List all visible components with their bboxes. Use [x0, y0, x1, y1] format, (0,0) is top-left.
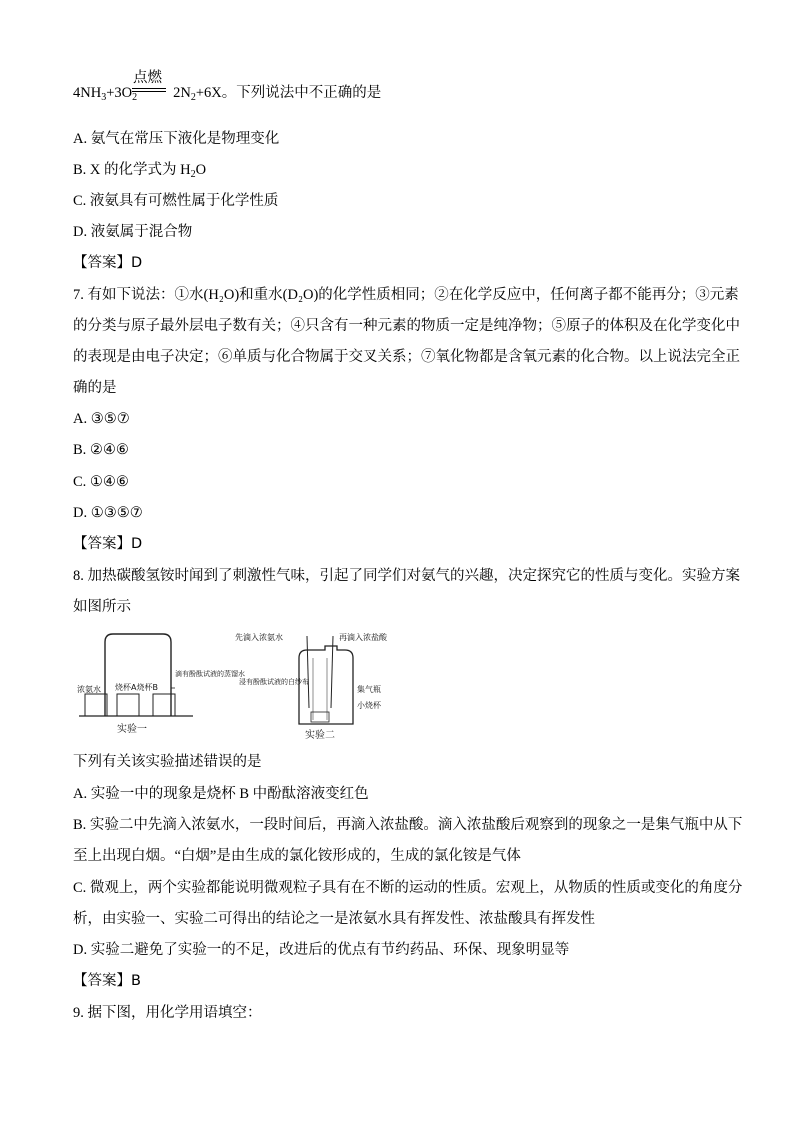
- q8-option-d: D. 实验二避免了实验一的不足，改进后的优点有节约药品、环保、现象明显等: [73, 942, 570, 958]
- label-small-beaker: 小烧杯: [357, 701, 381, 710]
- q8-option-c: C. 微观上，两个实验都能说明微观粒子具有在不断的运动的性质。宏观上，从物质的性质或变化的角度分: [73, 880, 743, 896]
- label-gas-bottle: 集气瓶: [357, 685, 381, 694]
- q8-stem-line: 如图所示: [73, 599, 131, 615]
- q7-option-a: A. ③⑤⑦: [73, 411, 130, 427]
- q7-option-b: B. ②④⑥: [73, 442, 129, 458]
- q8-stem-line: 8. 加热碳酸氢铵时闻到了刺激性气味，引起了同学们对氨气的兴趣，决定探究它的性质与变化。实验方案: [73, 568, 740, 584]
- q6-option-b: B. X 的化学式为 $H_2O$: [73, 162, 207, 180]
- label-conc-ammonia: 浓氨水: [77, 685, 101, 694]
- label-drop-ammonia: 先滴入浓氨水: [235, 633, 283, 642]
- q8-option-b: B. 实验二中先滴入浓氨水，一段时间后，再滴入浓盐酸。滴入浓盐酸后观察到的现象之一是集气瓶中从下: [73, 817, 743, 833]
- q7-answer: 【答案】D: [73, 536, 143, 552]
- label-beakers: 烧杯A烧杯B: [115, 683, 158, 692]
- q8-answer: 【答案】B: [73, 973, 141, 989]
- label-experiment-one: 实验一: [117, 724, 147, 735]
- q7-stem-line: 的分类与原子最外层电子数有关；④只含有一种元素的物质一定是纯净物；⑤原子的体积及在化学变化中: [73, 318, 740, 334]
- q6-option-d: D. 液氨属于混合物: [73, 224, 193, 240]
- q6-answer: 【答案】D: [73, 255, 143, 271]
- q7-stem-line: 的表现是由电子决定；⑥单质与化合物属于交叉关系；⑦氧化物都是含氧元素的化合物。以上说法完全正: [73, 349, 740, 365]
- q6-equation-line: $4NH_3+3O_2$ $2N_2+6X$。下列说法中不正确的是: [73, 85, 382, 103]
- equation-condition: 点燃: [133, 70, 162, 86]
- q6-option-a: A. 氨气在常压下液化是物理变化: [73, 131, 280, 147]
- q7-stem-line: 7. 有如下说法：①水(H₂O)和重水(D₂O)的化学性质相同；②在化学反应中，任何离子都不能再分；③元素: [73, 287, 739, 303]
- q7-option-d: D. ①③⑤⑦: [73, 505, 143, 521]
- label-experiment-two: 实验二: [305, 730, 335, 740]
- q9-stem-line: 9. 据下图，用化学用语填空：: [73, 1005, 262, 1021]
- label-cotton-gauze: 浸有酚酞试液的白纱布: [239, 678, 309, 686]
- q8-option-b-cont: 至上出现白烟。“白烟”是由生成的氯化铵形成的，生成的氯化铵是气体: [73, 848, 521, 864]
- q8-option-c-cont: 析，由实验一、实验二可得出的结论之一是浓氨水具有挥发性、浓盐酸具有挥发性: [73, 911, 595, 927]
- q7-option-c: C. ①④⑥: [73, 474, 129, 490]
- q7-stem-line: 确的是: [73, 380, 117, 396]
- label-phenolphthalein: 滴有酚酞试液的蒸馏水: [175, 670, 245, 678]
- label-drop-hcl: 再滴入浓盐酸: [339, 633, 387, 642]
- q8-question-stem: 下列有关该实验描述错误的是: [73, 754, 262, 770]
- experiment-figure: [75, 628, 393, 740]
- q8-option-a: A. 实验一中的现象是烧杯 B 中酚酞溶液变红色: [73, 786, 369, 802]
- q6-option-c: C. 液氨具有可燃性属于化学性质: [73, 193, 279, 209]
